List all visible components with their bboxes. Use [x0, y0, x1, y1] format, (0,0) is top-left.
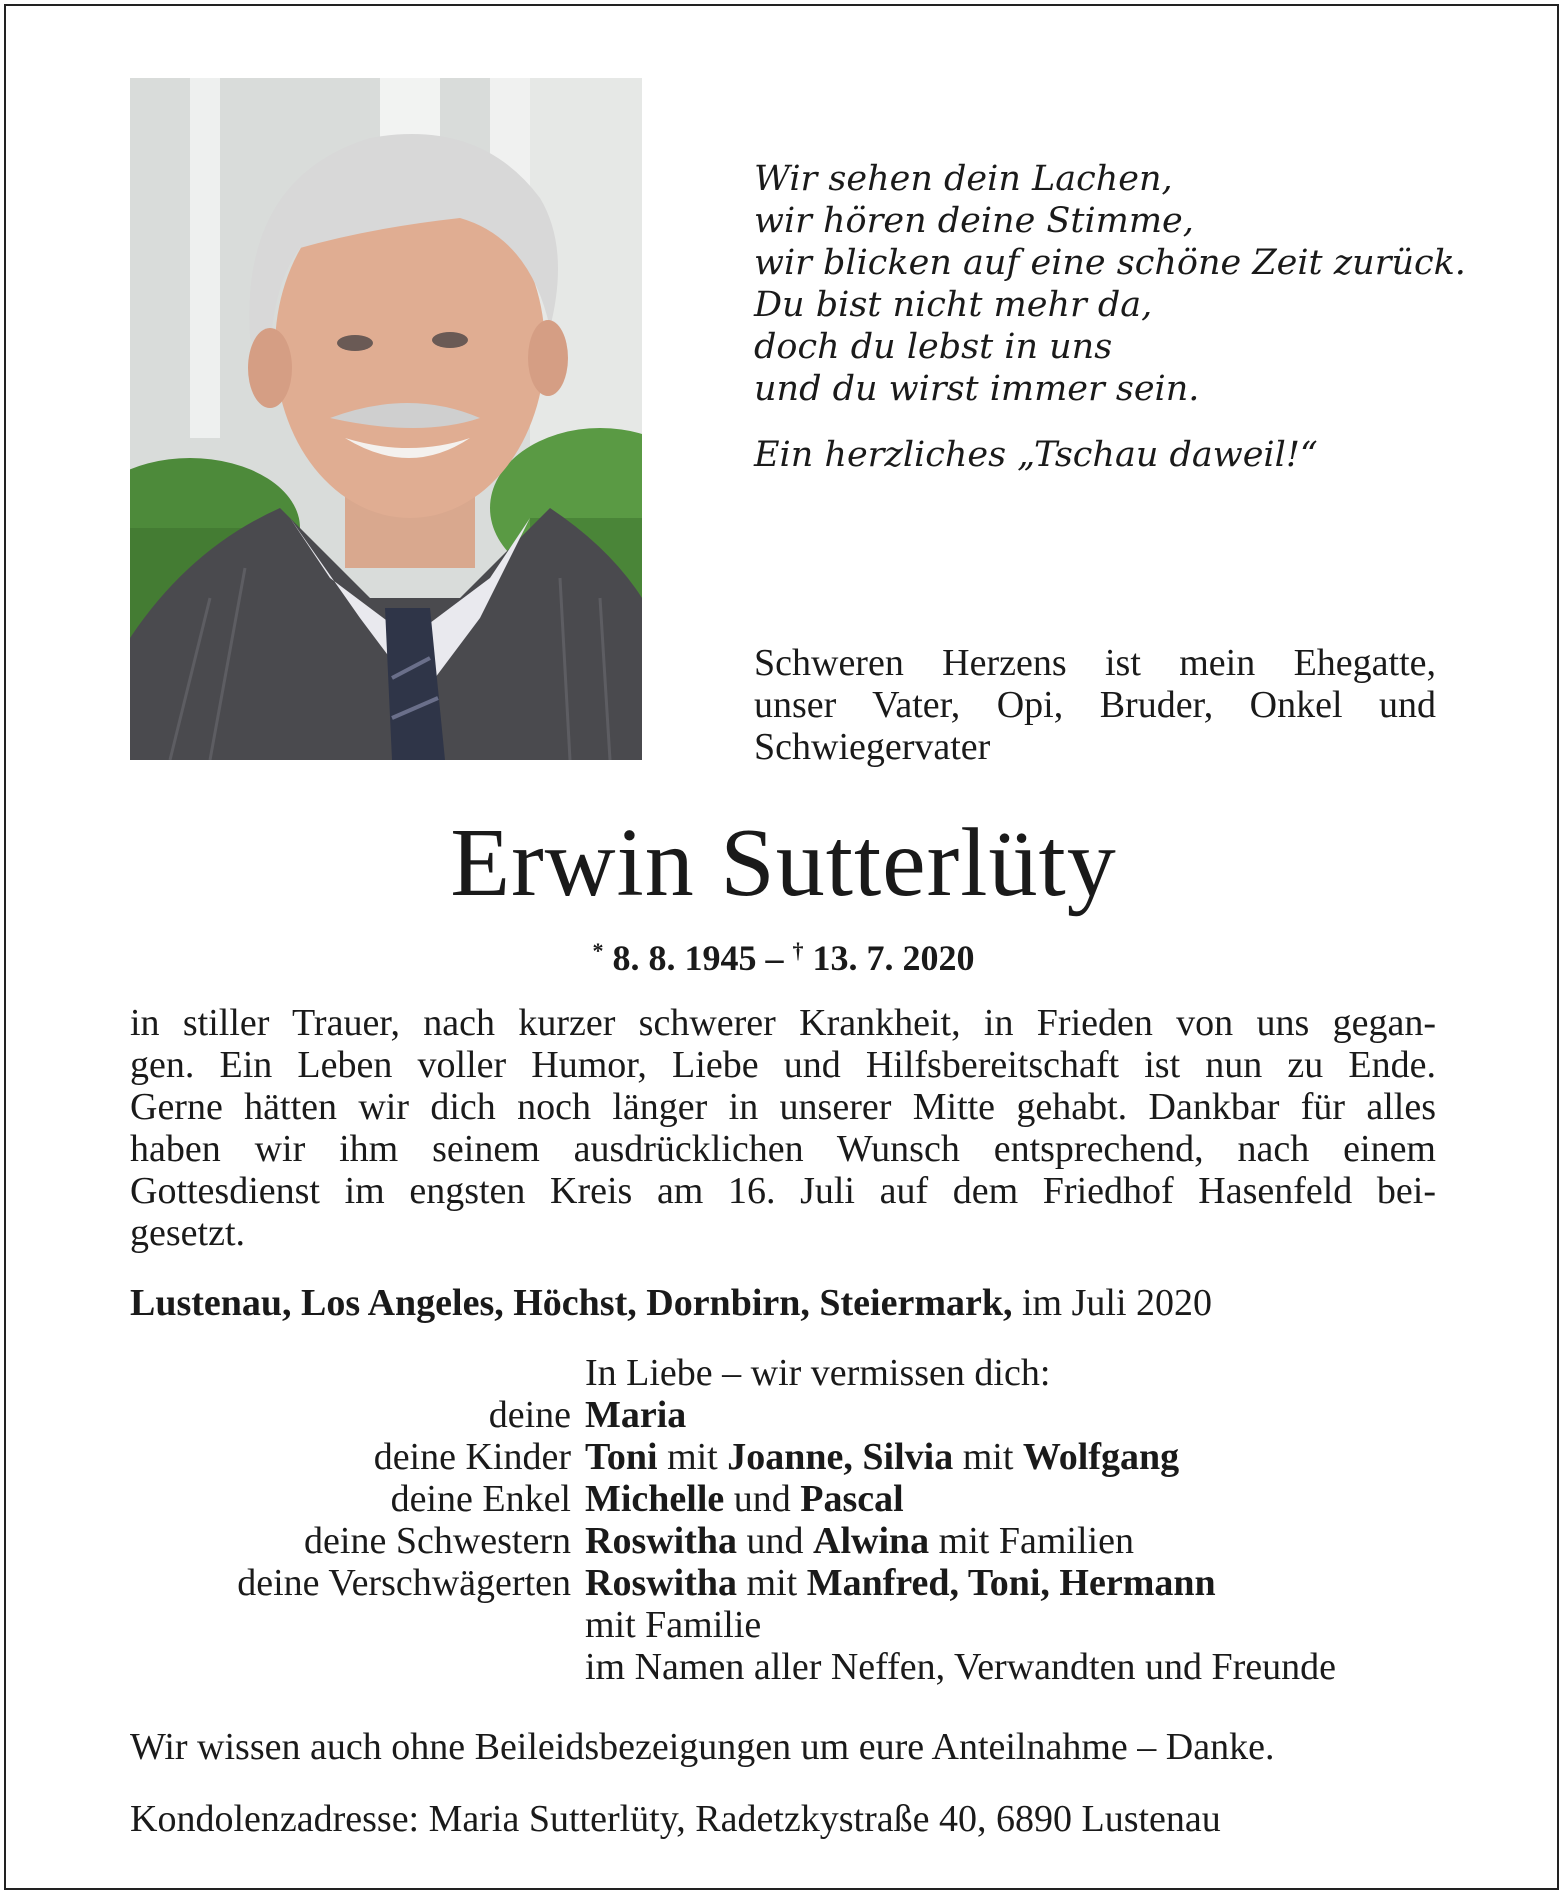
birth-date: 8. 8. 1945 [612, 938, 757, 978]
intro-line: Schweren Herzens ist mein Ehegatte, [754, 642, 1436, 684]
poem-line: doch du lebst in uns [754, 327, 1113, 367]
announcement-body [130, 1002, 1436, 1254]
body-line: gen. Ein Leben voller Humor, Liebe und Hilfsbereitschaft ist nun zu Ende. [130, 1044, 1436, 1086]
portrait-illustration [130, 78, 642, 760]
announcement-date: im Juli 2020 [1012, 1282, 1213, 1324]
family-connector: mit Familien [929, 1520, 1134, 1562]
family-relation [130, 1604, 585, 1646]
family-row [130, 1394, 1450, 1436]
family-heading: In Liebe – wir vermissen dich: [585, 1352, 1051, 1394]
poem-farewell: Ein herzliches „Tschau daweil!“ [754, 435, 1318, 475]
family-member-name: Manfred, Toni, Hermann [806, 1562, 1216, 1604]
family-members [585, 1646, 1450, 1688]
family-members [585, 1520, 1450, 1562]
family-members [585, 1478, 1450, 1520]
family-connector: und [724, 1478, 801, 1520]
body-line: in stiller Trauer, nach kurzer schwerer Krankheit, in Frieden von uns gegan- [130, 1002, 1436, 1044]
family-relation: deine Enkel [390, 1478, 571, 1520]
poem-line: Wir sehen dein Lachen, [754, 159, 1173, 199]
family-relation: deine Verschwägerten [237, 1562, 571, 1604]
family-row [130, 1562, 1450, 1604]
family-row [130, 1646, 1450, 1688]
body-line: Gottesdienst im engsten Kreis am 16. Juli auf dem Friedhof Hasenfeld bei- [130, 1170, 1436, 1212]
family-member-name: Joanne, Silvia [727, 1436, 954, 1478]
poem-line: Du bist nicht mehr da, [754, 285, 1153, 325]
family-member-name: Toni [585, 1436, 658, 1478]
family-relation: deine [488, 1394, 571, 1436]
body-line: gesetzt. [130, 1212, 246, 1254]
family-row [130, 1478, 1450, 1520]
family-members [585, 1604, 1450, 1646]
portrait-photo [130, 78, 642, 760]
family-member-name: Maria [585, 1394, 687, 1436]
death-symbol: † [792, 938, 804, 963]
family-member-name: Pascal [800, 1478, 904, 1520]
family-relation: deine Schwestern [304, 1520, 571, 1562]
intro-line: Schwiegervater [754, 726, 991, 768]
family-rows [130, 1394, 1450, 1688]
intro-line: unser Vater, Opi, Bruder, Onkel und [754, 684, 1436, 726]
family-members [585, 1436, 1450, 1478]
body-line: haben wir ihm seinem ausdrücklichen Wunsch entsprechend, nach einem [130, 1128, 1436, 1170]
condolence-address: Kondolenzadresse: Maria Sutterlüty, Radetzkystraße 40, 6890 Lustenau [130, 1798, 1221, 1840]
family-member-name: Alwina [813, 1520, 930, 1562]
family-connector: mit [953, 1436, 1023, 1478]
places-list: Lustenau, Los Angeles, Höchst, Dornbirn, Steiermark, [130, 1282, 1013, 1324]
family-members [585, 1394, 1450, 1436]
birth-symbol: * [592, 938, 604, 963]
places-and-date [130, 1282, 1460, 1324]
family-relation [130, 1646, 585, 1688]
poem-line: wir blicken auf eine schöne Zeit zurück. [754, 243, 1466, 283]
family-connector: mit Familie [585, 1604, 762, 1646]
family-members [585, 1562, 1450, 1604]
poem-line: und du wirst immer sein. [754, 369, 1200, 409]
poem-line: wir hören deine Stimme, [754, 201, 1194, 241]
family-row [130, 1520, 1450, 1562]
family-member-name: Roswitha [585, 1562, 738, 1604]
family-member-name: Roswitha [585, 1520, 738, 1562]
poem [754, 158, 1474, 476]
family-relation: deine Kinder [373, 1436, 571, 1478]
death-date: 13. 7. 2020 [812, 938, 975, 978]
date-separator: – [765, 938, 784, 978]
family-heading-row [130, 1352, 1450, 1394]
family-connector: mit [737, 1562, 807, 1604]
family-member-name: Michelle [585, 1478, 725, 1520]
body-line: Gerne hätten wir dich noch länger in unserer Mitte gehabt. Dankbar für alles [130, 1086, 1436, 1128]
family-list [130, 1352, 1450, 1688]
family-row [130, 1436, 1450, 1478]
family-member-name: Wolfgang [1022, 1436, 1180, 1478]
family-connector: und [737, 1520, 814, 1562]
family-connector: im Namen aller Neffen, Verwandten und Freunde [585, 1646, 1336, 1688]
family-connector: mit [657, 1436, 728, 1478]
life-dates [0, 930, 1567, 979]
deceased-name: Erwin Sutterlüty [450, 809, 1117, 917]
thanks-note: Wir wissen auch ohne Beileidsbezeigungen um eure Anteilnahme – Danke. [130, 1726, 1275, 1768]
family-row [130, 1604, 1450, 1646]
intro-text [754, 642, 1436, 768]
